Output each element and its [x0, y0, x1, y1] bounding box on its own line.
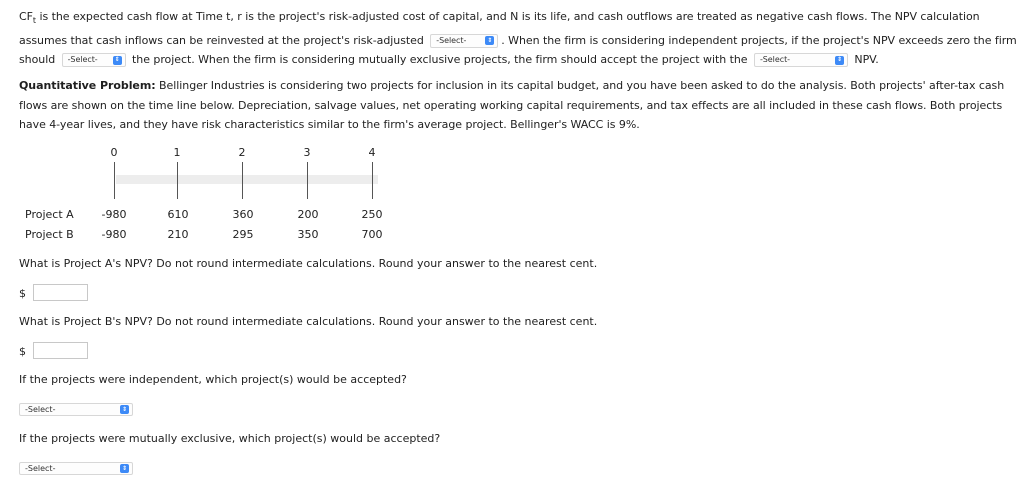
- timeline-period: 3: [303, 146, 311, 159]
- project-a-cf: 250: [361, 208, 383, 221]
- exclusive-criterion-select[interactable]: [754, 53, 848, 67]
- independent-decision-select-value: -Select-: [67, 55, 98, 65]
- chevron-updown-icon: ⇕: [485, 36, 494, 45]
- intro-text-part2: . When the firm is considering independent projects, if the project's NPV exceeds zero the firm should: [19, 33, 1017, 67]
- timeline-period: 1: [173, 146, 181, 159]
- question-npv-b: What is Project B's NPV? Do not round intermediate calculations. Round your answer to the nearest cent.: [19, 315, 598, 328]
- project-b-cf: 700: [361, 228, 383, 241]
- timeline-tick: [307, 162, 308, 199]
- exclusive-criterion-select-value: -Select-: [759, 55, 790, 65]
- project-b-cf: -980: [101, 228, 127, 241]
- intro-subscript: t: [32, 16, 37, 26]
- npv-a-input[interactable]: [33, 284, 88, 301]
- problem-label: Quantitative Problem:: [19, 79, 156, 92]
- currency-symbol: $: [19, 345, 26, 358]
- intro-paragraph: [19, 7, 1022, 70]
- project-a-cf: 360: [232, 208, 254, 221]
- problem-paragraph: [19, 76, 1022, 135]
- intro-text-part4: NPV.: [850, 53, 879, 67]
- exclusive-projects-select[interactable]: [19, 462, 133, 475]
- project-b-cf: 210: [167, 228, 189, 241]
- chevron-updown-icon: ⇕: [113, 56, 122, 65]
- intro-text-part1: is the expected cash flow at Time t, r is the project's risk-adjusted cost of capital, and N is its life, and cash outflows are treated as negative cash flows. The NPV calculation assumes that cash inflows can be reinvested at the project's risk-adjusted: [19, 10, 980, 47]
- independent-projects-select[interactable]: [19, 403, 133, 416]
- timeline-band: [116, 175, 378, 184]
- timeline-tick: [114, 162, 115, 199]
- independent-projects-select-value: -Select-: [25, 405, 56, 414]
- project-b-label: Project B: [25, 228, 74, 241]
- timeline-tick: [177, 162, 178, 199]
- reinvest-rate-select[interactable]: [430, 34, 498, 48]
- timeline-period: 4: [368, 146, 376, 159]
- timeline-tick: [242, 162, 243, 199]
- project-b-cf: 295: [232, 228, 254, 241]
- problem-text: Bellinger Industries is considering two projects for inclusion in its capital budget, and you have been asked to do the analysis. Both projects' after-tax cash flows are shown on the time line below. Depreciation, salvage values, net operating working capital requirements, and tax effects are all included in these cash flows. Both projects have 4-year lives, and they have risk characteristics similar to the firm's average project. Bellinger's WACC is 9%.: [19, 79, 1005, 132]
- project-a-cf: 200: [297, 208, 319, 221]
- currency-symbol: $: [19, 287, 26, 300]
- question-npv-a: What is Project A's NPV? Do not round intermediate calculations. Round your answer to the nearest cent.: [19, 257, 598, 270]
- exclusive-projects-select-value: -Select-: [25, 464, 56, 473]
- project-a-label: Project A: [25, 208, 74, 221]
- independent-decision-select[interactable]: [62, 53, 126, 67]
- intro-text-part3: the project. When the firm is considering mutually exclusive projects, the firm should accept the project with the: [128, 53, 751, 67]
- timeline-tick: [372, 162, 373, 199]
- chevron-updown-icon: ⇕: [121, 464, 128, 472]
- intro-text-cf: CF: [19, 10, 33, 23]
- timeline-period: 0: [110, 146, 118, 159]
- project-b-cf: 350: [297, 228, 319, 241]
- project-a-cf: -980: [101, 208, 127, 221]
- question-independent: If the projects were independent, which project(s) would be accepted?: [19, 373, 407, 386]
- project-a-cf: 610: [167, 208, 189, 221]
- reinvest-rate-select-value: -Select-: [436, 35, 467, 45]
- chevron-updown-icon: ⇕: [121, 405, 128, 413]
- npv-b-input[interactable]: [33, 342, 88, 359]
- question-mutually-exclusive: If the projects were mutually exclusive, which project(s) would be accepted?: [19, 432, 441, 445]
- chevron-updown-icon: ⇕: [835, 56, 844, 65]
- timeline-period: 2: [238, 146, 246, 159]
